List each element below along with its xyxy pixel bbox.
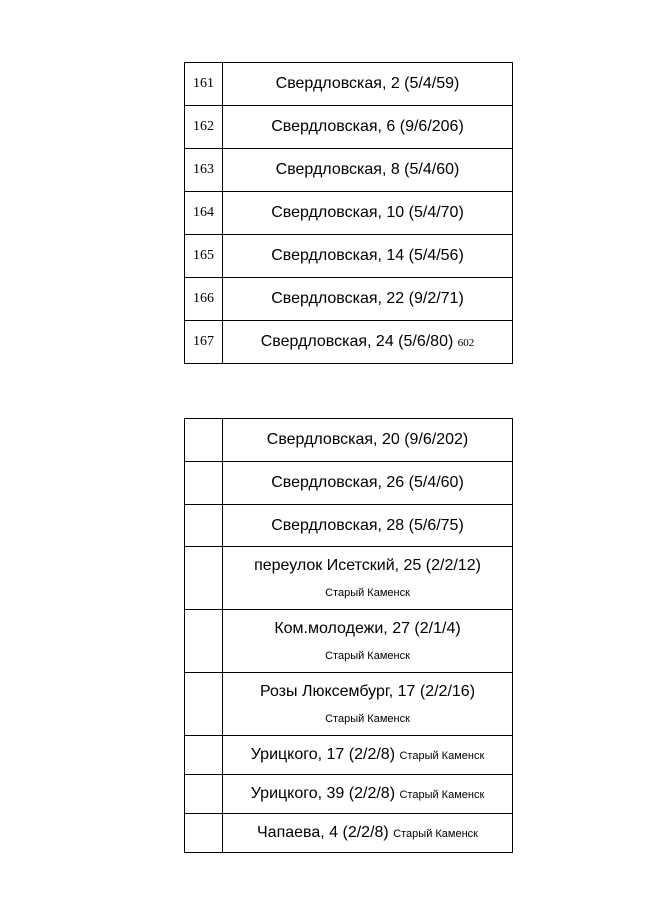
address-cell	[223, 610, 513, 673]
district-label: Старый Каменск	[399, 789, 485, 801]
address-cell	[223, 736, 513, 775]
address-cell: Свердловская, 22 (9/2/71)	[223, 278, 513, 321]
address-text: Урицкого, 17 (2/2/8)	[250, 746, 396, 763]
address-text: Свердловская, 24 (5/6/80)	[260, 333, 454, 350]
table-row	[185, 775, 513, 814]
district-label: Старый Каменск	[399, 750, 485, 762]
row-number: 161	[185, 63, 223, 106]
address-cell: Свердловская, 20 (9/6/202)	[223, 419, 513, 462]
table-row	[185, 235, 513, 278]
district-label: Старый Каменск	[325, 587, 410, 599]
table-row	[185, 63, 513, 106]
address-table-1	[184, 62, 513, 364]
district-label: Старый Каменск	[393, 828, 478, 840]
address-cell: Свердловская, 6 (9/6/206)	[223, 106, 513, 149]
table-row	[185, 462, 513, 505]
table-row	[185, 547, 513, 610]
row-number	[185, 505, 223, 547]
address-cell	[223, 775, 513, 814]
table-row	[185, 192, 513, 235]
address-cell	[223, 547, 513, 610]
table-row	[185, 149, 513, 192]
address-table-2	[184, 418, 513, 853]
table-row	[185, 505, 513, 547]
address-text: Розы Люксембург, 17 (2/2/16)	[259, 683, 476, 700]
row-number	[185, 610, 223, 673]
district-label: Старый Каменск	[325, 713, 410, 725]
address-text: Урицкого, 39 (2/2/8)	[250, 785, 396, 802]
table-row	[185, 610, 513, 673]
address-cell: Свердловская, 14 (5/4/56)	[223, 235, 513, 278]
row-number: 162	[185, 106, 223, 149]
address-text: переулок Исетский, 25 (2/2/12)	[254, 557, 481, 574]
address-cell: Свердловская, 10 (5/4/70)	[223, 192, 513, 235]
table-row	[185, 673, 513, 736]
row-number: 163	[185, 149, 223, 192]
table-row	[185, 321, 513, 364]
address-cell	[223, 321, 513, 364]
row-number: 166	[185, 278, 223, 321]
table-row	[185, 106, 513, 149]
table-row	[185, 814, 513, 853]
row-number	[185, 419, 223, 462]
row-number	[185, 547, 223, 610]
address-cell: Свердловская, 8 (5/4/60)	[223, 149, 513, 192]
address-cell	[223, 814, 513, 853]
row-number: 165	[185, 235, 223, 278]
row-number: 164	[185, 192, 223, 235]
row-number	[185, 814, 223, 853]
row-number	[185, 462, 223, 505]
address-cell: Свердловская, 28 (5/6/75)	[223, 505, 513, 547]
row-number	[185, 736, 223, 775]
district-label: Старый Каменск	[325, 650, 410, 662]
row-number: 167	[185, 321, 223, 364]
table-row	[185, 736, 513, 775]
address-cell: Свердловская, 2 (5/4/59)	[223, 63, 513, 106]
address-text: Ком.молодежи, 27 (2/1/4)	[274, 620, 461, 637]
table-row	[185, 278, 513, 321]
table-row	[185, 419, 513, 462]
address-cell: Свердловская, 26 (5/4/60)	[223, 462, 513, 505]
row-number	[185, 673, 223, 736]
address-note: 602	[457, 337, 475, 349]
address-cell	[223, 673, 513, 736]
address-text: Чапаева, 4 (2/2/8)	[257, 824, 389, 841]
row-number	[185, 775, 223, 814]
